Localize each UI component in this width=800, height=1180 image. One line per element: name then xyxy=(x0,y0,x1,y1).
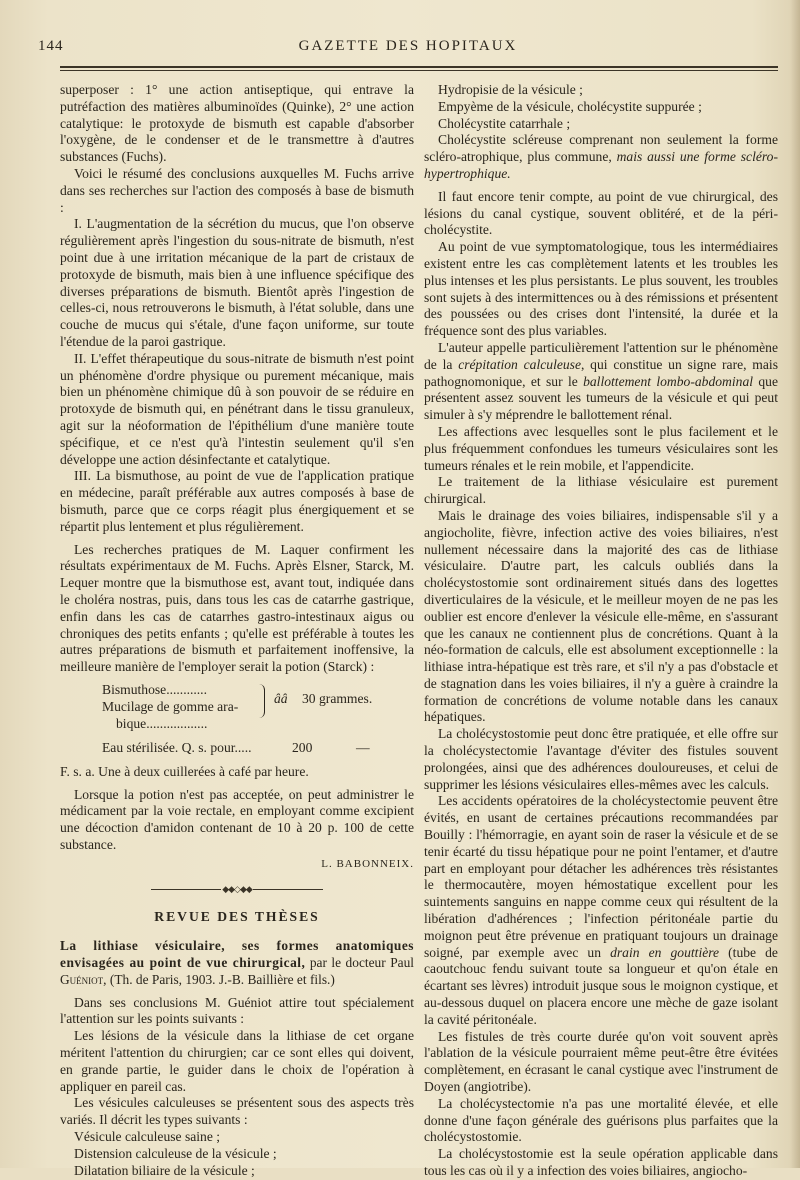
journal-title: GAZETTE DES HOPITAUX xyxy=(298,38,518,54)
list-item: Distension calculeuse de la vésicule ; xyxy=(74,1145,277,1161)
header-rule-thin xyxy=(60,70,778,71)
section-title: REVUE DES THÈSES xyxy=(154,909,320,925)
right-column xyxy=(424,82,779,1178)
list-item: Empyème de la vésicule, cholécystite suppurée ; xyxy=(438,98,702,114)
formula-row-water: Eau stérilisée. Q. s. pour..... xyxy=(102,739,252,755)
formula-dash: — xyxy=(356,739,370,755)
paragraph: Voici le résumé des conclusions auxquelles M. Fuchs arrive dans ses recherches sur l'action des composés à base de bismuth : xyxy=(60,165,414,215)
thesis-title: La lithiase vésiculaire, ses formes anatomiques envisagées au point de vue chirurgical, xyxy=(60,938,414,971)
list-item xyxy=(424,132,778,182)
paragraph: Les affections avec lesquelles sont le plus facilement et le plus fréquemment confondues les tumeurs vésiculaires sont les tumeurs rénales et le rein mobile, et l'appendicite. xyxy=(424,423,778,473)
prescription-formula-water xyxy=(102,740,414,760)
paragraph: Au point de vue symptomatologique, tous les intermédiaires existent entre les cas complètement latents et les troubles les plus intenses et les plus persistants. Le plus souvent, les troubles sont sujets à des intermittences ou à des rémissions et présentent des poussées ou des crises dont l'intensité, la durée et la fréquence sont des plus variables. xyxy=(424,239,778,339)
author-signature: L. BABONNEIX. xyxy=(321,857,414,870)
thesis-publisher: , (Th. de Paris, 1903. J.-B. Baillière et fils.) xyxy=(103,971,335,987)
list-item: Cholécystite catarrhale ; xyxy=(438,115,571,131)
paragraph-text: , qui constitue un signe rare, mais pathognomonique, et sur le xyxy=(424,356,778,389)
page-number: 144 xyxy=(38,38,64,54)
emphasis-text: ballottement lombo-abdominal xyxy=(583,373,754,389)
paragraph-text: L'auteur appelle particulièrement l'attention sur le phénomène de la xyxy=(424,339,778,372)
paragraph-text: Les accidents opératoires de la cholécystectomie peuvent être évités, en usant de certaines précautions recommandées par Bouilly : l'hémorragie, en ayant soin de raser la vésicule et de se tenir écarté du tissu hépatique pour ne point l'entamer, et d'autre part en employant pour détacher les adhérences très résistantes le thermocautère, moyen hémostatique excellent pour les suintements sanguins en nappe comme ceux qui résultent de la libération d'adhérences ; l'infection péritonéale partie du moignon peut être prévenue en pratiquant toujours un drainage soigné, par exemple avec un xyxy=(424,793,778,960)
paragraph: F. s. a. Une à deux cuillerées à café par heure. xyxy=(60,763,309,779)
list-item-emphasis: mais aussi une forme scléro-hypertrophique. xyxy=(424,149,779,181)
paragraph xyxy=(424,340,778,424)
section-divider: ◆◆◇◆◆ xyxy=(60,881,414,898)
thesis-author: Guéniot xyxy=(60,971,104,987)
list-item-text: Cholécystite scléreuse comprenant non seulement la forme scléro-atrophique, plus commune, xyxy=(424,132,778,165)
formula-row-mucilage-cont: bique.................. xyxy=(116,715,208,731)
paragraph: Mais le drainage des voies biliaires, indispensable s'il y a angiocholite, fièvre, infection active des voies biliaires, n'est nullement nécessaire dans la majorité des cas de lithiase vésiculaire. D'autre part, les calculs oubliés dans la cholécystostomie sont ordinairement situés dans des logettes diverticulaires de la vésicule, et le meilleur moyen de ne pas les oublier est encore d'enlever la vésicule elle-même, en s'assurant que les canaux ne contiennent plus de concrétions. Quant à la néo-formation de calculs, elle est absolument exceptionnelle : la lithiase intra-hépatique est très rare, et s'il n'y a pas d'obstacle et de stagnation dans les voies biliaires, il n'y a guère à craindre la formation de concrétions de volume notable dans les canaux hépatiques. xyxy=(424,507,778,725)
page-header xyxy=(38,38,778,60)
paragraph: II. L'effet thérapeutique du sous-nitrate de bismuth n'est point un phénomène d'ordre physique ou purement mécanique, mais bien un phénomène chimique dû à son pouvoir de se réduire en protoxyde de bismuth qui, en pénétrant dans le tissu granuleux, agit sur la néoformation de l'épithélium d'une manière toute spécifique, et ce n'est qu'à l'intestin seulement qu'il s'en développe une action désinfectante et catalytique. xyxy=(60,350,414,467)
paragraph: La cholécystostomie est la seule opération applicable dans tous les cas où il y a infection des voies biliaires, angiocho- xyxy=(424,1146,778,1178)
list-item: Hydropisie de la vésicule ; xyxy=(438,82,583,97)
formula-water-quantity: 200 xyxy=(292,739,313,755)
emphasis-text: drain en gouttière xyxy=(610,944,720,960)
left-column xyxy=(60,82,414,1178)
paragraph: La cholécystostomie peut donc être pratiquée, et elle offre sur la cholécystectomie l'avantage d'éviter des fistules souvent prolongées, ainsi que des adhérences douloureuses, et celui de supprimer les lésions vésiculaires elles-mêmes avec les calculs. xyxy=(424,726,778,792)
page-edge-shadow xyxy=(790,0,800,1168)
thesis-byline: par le docteur Paul xyxy=(309,955,414,971)
list-item: Vésicule calculeuse saine ; xyxy=(74,1129,221,1145)
paragraph: La cholécystectomie n'a pas une mortalité élevée, et elle donne d'une façon générale des guérisons plus parfaites que la cholécystostomie. xyxy=(424,1095,778,1145)
formula-quantity: 30 grammes. xyxy=(302,690,373,706)
paragraph: Les recherches pratiques de M. Laquer confirment les résultats expérimentaux de M. Fuchs. Après Elsner, Starck, M. Lequer montre que la bismuthose est, avant tout, indiquée dans le choléra nostras, puis, dans tous les cas de catarrhe gastrique, enfin dans les cas de catarrhes gastro-intestinaux aigus ou chroniques des petits enfants ; qu'elle est préférable à toutes les autres préparations de bismuth et parfaitement inoffensive, la meilleure manière de l'employer serait la potion (Starck) : xyxy=(60,541,414,675)
paragraph: Lorsque la potion n'est pas acceptée, on peut administrer le médicament par la voie rectale, en employant comme excipient une décoction d'amidon contenant de 10 à 20 p. 100 de cette substance. xyxy=(60,786,414,853)
paragraph: superposer : 1° une action antiseptique, qui entrave la putréfaction des matières albuminoïdes (Quinke), 2° une action catalytique: le protoxyde de bismuth est capable d'absorber l'oxygène, de le condenser et de le transmettre à d'autres substances (Fuchs). xyxy=(60,82,414,165)
list-item: Dilatation biliaire de la vésicule ; xyxy=(74,1162,255,1178)
paragraph: I. L'augmentation de la sécrétion du mucus, que l'on observe régulièrement après l'ingestion du sous-nitrate de bismuth, n'est point due à une irritation mécanique de la part de cristaux de protoxyde de bismuth, mais bien à une influence spécifique des diverses préparations de bismuth. Bientôt après l'ingestion de celles-ci, nous retrouverons le bismuth, à l'état soluble, dans une couche de mucus qui s'étale, d'une façon uniforme, sur toute l'étendue de la paroi gastrique. xyxy=(60,216,414,349)
paragraph-text: que présentent assez souvent les tumeurs de la vésicule et qui peut simuler à s'y méprendre le ballottement rénal. xyxy=(424,373,778,423)
header-rule-thick xyxy=(60,66,778,68)
paragraph: Les fistules de très courte durée qu'on voit souvent après l'ablation de la vésicule pourraient même peut-être être évitées complètement, en écrasant le canal cystique avec l'instrument de Doyen (angiotribe). xyxy=(424,1028,778,1095)
paragraph: Le traitement de la lithiase vésiculaire est purement chirurgical. xyxy=(424,474,778,507)
formula-aa: ââ xyxy=(274,690,288,706)
prescription-formula xyxy=(102,682,414,740)
formula-row-mucilage: Mucilage de gomme ara- xyxy=(102,698,239,714)
paragraph xyxy=(424,793,778,1028)
paragraph-text: (tube de caoutchouc fendu suivant toute sa longueur et qu'on étale en écartant ses lèvres) introduit jusque sous le moignon cystique, et au-dessous duquel on placera encore une mèche de gaze isolant la cavité péritonéale. xyxy=(424,944,778,1027)
paragraph: Dans ses conclusions M. Guéniot attire tout spécialement l'attention sur les points suivants : xyxy=(60,994,414,1027)
paragraph: Les vésicules calculeuses se présentent sous des aspects très variés. Il décrit les types suivants : xyxy=(60,1095,414,1128)
emphasis-text: crépitation calculeuse xyxy=(458,356,581,372)
paragraph: III. La bismuthose, au point de vue de l'application pratique en médecine, paraît préférable aux autres composés à base de bismuth, parce que ce corps réagit plus énergiquement et se répartit plus lentement et plus régulièrement. xyxy=(60,468,414,534)
paragraph: Les lésions de la vésicule dans la lithiase de cet organe méritent l'attention du chirurgien; car ce sont elles qui doivent, en grande partie, le guider dans le choix de l'opération à appliquer en pareil cas. xyxy=(60,1028,414,1094)
brace-symbol xyxy=(258,684,265,718)
paragraph: Il faut encore tenir compte, au point de vue chirurgical, des lésions du canal cystique, souvent oblitéré, et de la péri-cholécystite. xyxy=(424,188,778,238)
formula-row-bismuthose: Bismuthose............ xyxy=(102,681,207,697)
thesis-citation xyxy=(60,938,414,988)
